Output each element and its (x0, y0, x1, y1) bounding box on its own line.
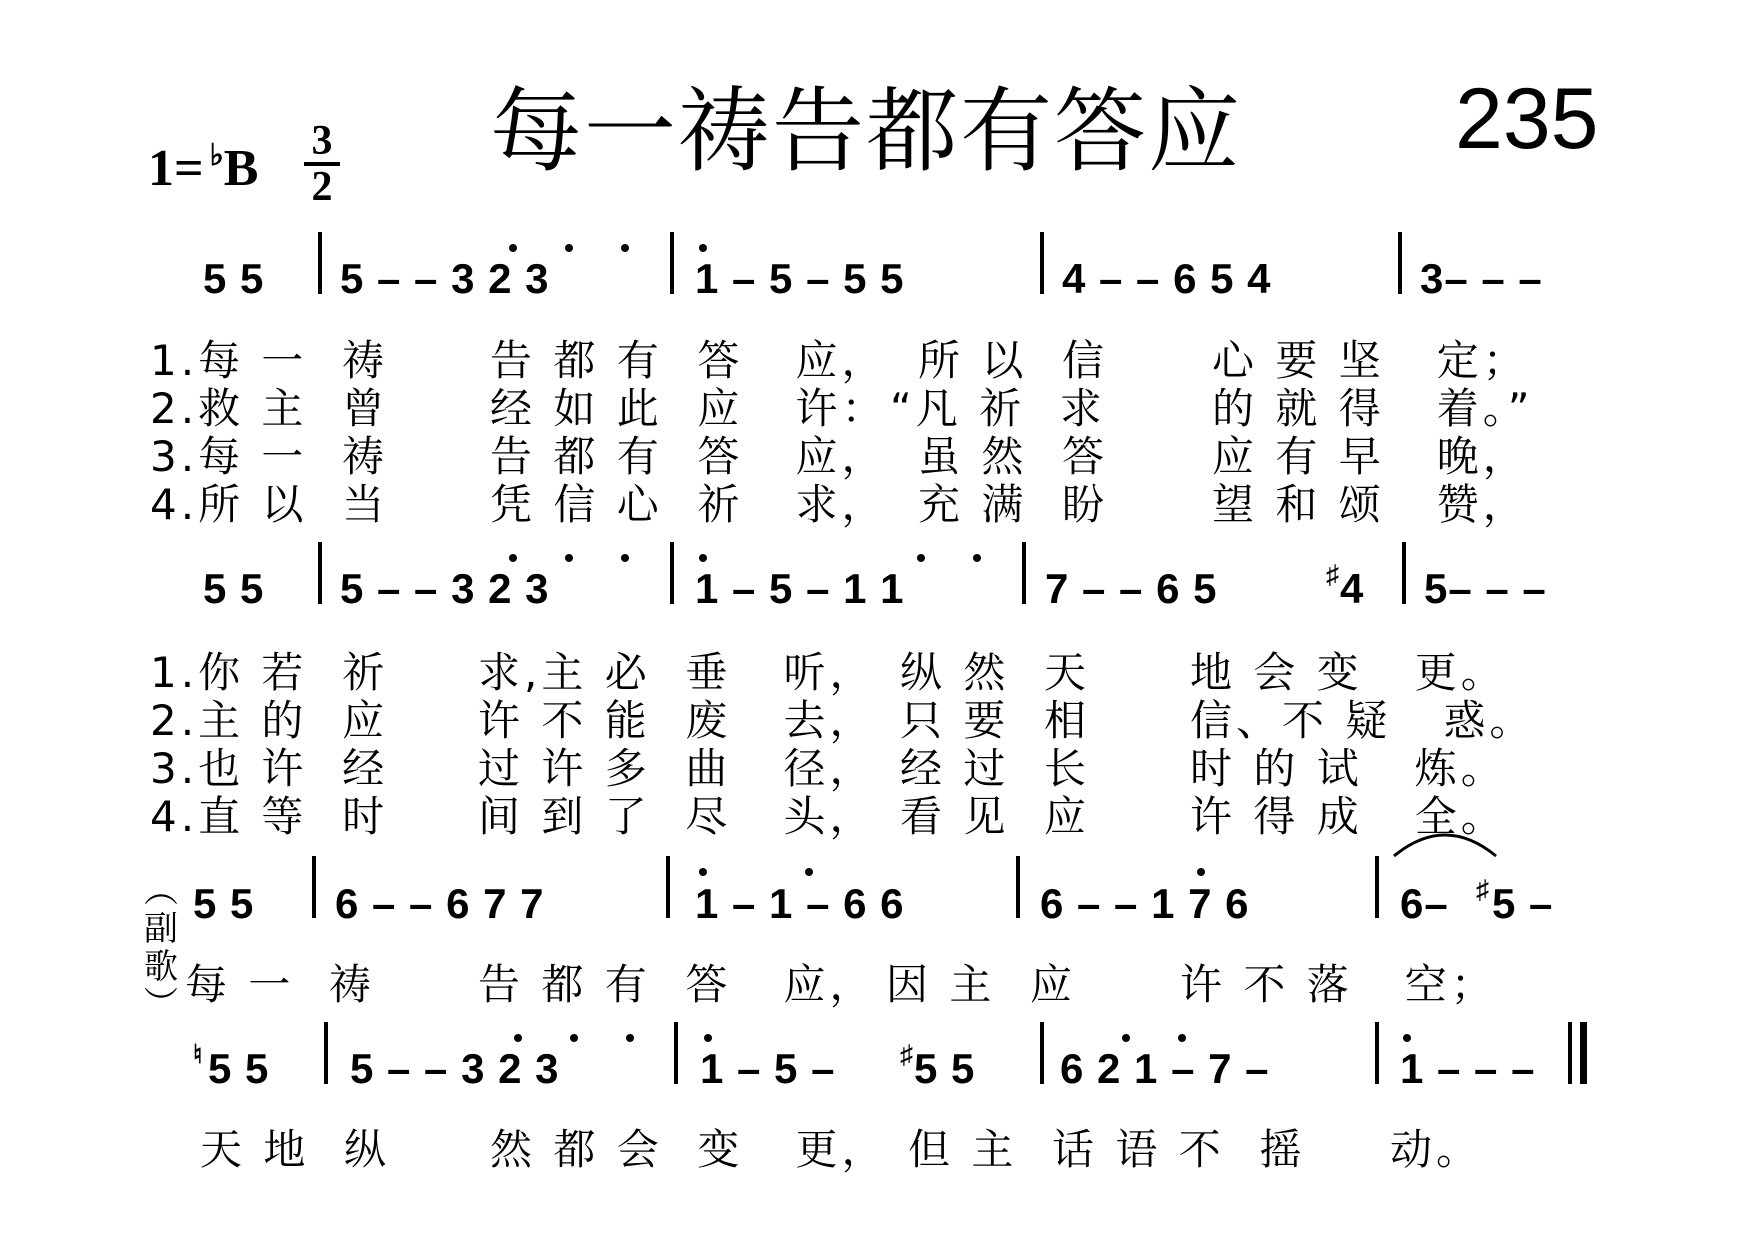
octave-dot (1403, 1034, 1411, 1042)
octave-dot (704, 1034, 712, 1042)
hymn-title: 每一祷告都有答应 (490, 78, 1243, 185)
flat-sign: ♭ (209, 139, 224, 172)
measure-pickup: 5 5 (203, 255, 265, 302)
octave-dot (514, 1034, 522, 1042)
lyric: 看 见 应 (900, 792, 1091, 841)
hymn-number: 235 (1455, 71, 1599, 167)
octave-dot (1178, 1034, 1186, 1042)
verse-4-lyrics-a (0, 472, 1754, 529)
key-signature (148, 138, 258, 198)
natural-sign: ♮ (193, 1039, 204, 1069)
octave-dot (570, 1034, 578, 1042)
time-top: 3 (311, 118, 333, 164)
lyric: 经 如 此 应 许： (490, 384, 888, 433)
lyric: 充 满 盼 (918, 480, 1109, 529)
barline (674, 1022, 678, 1084)
chorus-notes-line-1 (0, 874, 1754, 940)
lyric: 告 都 有 答 应， (490, 432, 888, 481)
lyric: 间 到 了 尽 头， (478, 792, 876, 841)
lyric: 凭 信 心 祈 求， (490, 480, 888, 529)
lyric: 动。 (1390, 1125, 1483, 1174)
measure-14-end: 5 5 (914, 1045, 976, 1092)
barline (1402, 542, 1406, 604)
lyric: 但 主 话 语 不 摇 (908, 1125, 1306, 1174)
lyric: 信、不 疑 惑。 (1190, 696, 1536, 745)
lyric: 纵 然 天 (900, 648, 1091, 697)
verse-1-lyrics-a (0, 328, 1754, 385)
measure-16: 1 – – – (1400, 1045, 1536, 1092)
sharp-note: 4 (1340, 565, 1365, 612)
lyric: 许 不 落 空； (1180, 960, 1497, 1009)
barline (1022, 542, 1026, 604)
lyric: 告 都 有 答 应， (478, 960, 876, 1009)
lyric: 心 要 坚 定； (1212, 336, 1529, 385)
lyric: 地 会 变 更。 (1190, 648, 1507, 697)
barline (670, 542, 674, 604)
measure-12: 6– (1400, 880, 1462, 927)
chorus-lyrics-a (0, 952, 1754, 1009)
barline (1375, 1022, 1379, 1084)
verse-notes-line-2 (0, 559, 1754, 625)
barline (666, 856, 670, 918)
octave-dot (621, 244, 629, 252)
lyric: 时 的 试 炼。 (1190, 744, 1507, 793)
measure-7: 7 – – 6 5 (1045, 565, 1231, 612)
lyric: 告 都 有 答 应， (490, 336, 888, 385)
lyric: 因 主 应 (886, 960, 1077, 1009)
octave-dot (699, 868, 707, 876)
octave-dot (565, 554, 573, 562)
measure-6: 1 – 5 – 1 1 (695, 565, 905, 612)
barline (324, 1022, 328, 1084)
slur (1390, 820, 1500, 860)
measure-11: 6 – – 1 7 6 (1040, 880, 1250, 927)
measure-12-end: 5 – (1492, 880, 1554, 927)
lyric: 然 都 会 变 更， (490, 1125, 888, 1174)
measure-3: 4 – – 6 5 4 (1062, 255, 1272, 302)
octave-dot (509, 244, 517, 252)
barline (1016, 856, 1020, 918)
octave-dot (699, 554, 707, 562)
octave-dot (1122, 1034, 1130, 1042)
lyric: 3.也 许 经 (150, 744, 389, 793)
final-barline-thick (1580, 1022, 1587, 1084)
lyric: 2.主 的 应 (150, 696, 389, 745)
verse-3-lyrics-b (0, 736, 1754, 793)
measure-13: 5 – – 3 2 3 (350, 1045, 560, 1092)
time-signature (302, 120, 342, 208)
sharp-sign: ♯ (900, 1039, 914, 1069)
octave-dot (509, 554, 517, 562)
barline (670, 232, 674, 294)
barline (1040, 1022, 1044, 1084)
lyric: 望 和 颂 赞， (1212, 480, 1529, 529)
chorus-char-1: 副 (144, 909, 178, 949)
measure-15: 6 2 1 – 7 – (1060, 1045, 1270, 1092)
verse-2-lyrics-a (0, 376, 1754, 433)
octave-dot (973, 554, 981, 562)
octave-dot (565, 244, 573, 252)
time-bottom: 2 (311, 164, 333, 210)
barline (1398, 232, 1402, 294)
lyric: 天 地 纵 (200, 1125, 391, 1174)
lyric: 的 就 得 着。” (1212, 384, 1534, 433)
verse-3-lyrics-a (0, 424, 1754, 481)
lyric: 应 有 早 晚， (1212, 432, 1529, 481)
measure-pickup: 5 5 (203, 565, 265, 612)
chorus-char-2: 歌 (144, 947, 178, 987)
lyric: 3.每 一 祷 (150, 432, 389, 481)
lyric: 只 要 相 (900, 696, 1091, 745)
octave-dot (1197, 868, 1205, 876)
lyric: 1.每 一 祷 (150, 336, 389, 385)
lyric: 许 得 成 全。 (1190, 792, 1507, 841)
verse-2-lyrics-b (0, 688, 1754, 745)
barline (1375, 856, 1379, 918)
lyric: “凡 祈 求 (890, 384, 1106, 433)
barline (318, 542, 322, 604)
barline (1040, 232, 1044, 294)
verse-1-lyrics-b (0, 640, 1754, 697)
sharp-sign: ♯ (1476, 874, 1490, 904)
measure-9: 6 – – 6 7 7 (335, 880, 545, 927)
lyric: 经 过 长 (900, 744, 1091, 793)
measure-4: 3– – – (1420, 255, 1543, 302)
chorus-notes-line-2 (0, 1039, 1754, 1105)
measure-pickup: 5 5 (193, 880, 255, 927)
measure-8: 5– – – (1424, 565, 1547, 612)
key-note: B (223, 140, 259, 197)
measure-5: 5 – – 3 2 3 (340, 565, 550, 612)
lyric: 所 以 信 (918, 336, 1109, 385)
lyric: 求,主 必 垂 听， (478, 648, 876, 697)
paren-close: ︶ (144, 985, 178, 1025)
measure-10: 1 – 1 – 6 6 (695, 880, 905, 927)
measure-2: 1 – 5 – 5 5 (695, 255, 905, 302)
lyric: 4.直 等 时 (150, 792, 389, 841)
octave-dot (805, 868, 813, 876)
final-barline-thin (1568, 1022, 1572, 1084)
key-label: 1= (148, 140, 204, 197)
measure-14: 1 – 5 – (700, 1045, 849, 1092)
lyric: 许 不 能 废 去， (478, 696, 876, 745)
lyric: 2.救 主 曾 (150, 384, 389, 433)
verse-notes-line-1 (0, 255, 1754, 315)
measure-1: 5 – – 3 2 3 (340, 255, 550, 302)
sharp-sign: ♯ (1326, 559, 1340, 589)
lyric: 每 一 祷 (185, 960, 376, 1009)
barline (318, 232, 322, 294)
lyric: 过 许 多 曲 径， (478, 744, 876, 793)
measure-pickup: 5 5 (208, 1045, 270, 1092)
octave-dot (917, 554, 925, 562)
lyric: 4.所 以 当 (150, 480, 389, 529)
octave-dot (626, 1034, 634, 1042)
octave-dot (621, 554, 629, 562)
octave-dot (699, 244, 707, 252)
lyric: 1.你 若 祈 (150, 648, 389, 697)
chorus-lyrics-b (0, 1117, 1754, 1174)
barline (312, 856, 316, 918)
paren-open: ︵ (144, 871, 178, 911)
lyric: 虽 然 答 (918, 432, 1109, 481)
